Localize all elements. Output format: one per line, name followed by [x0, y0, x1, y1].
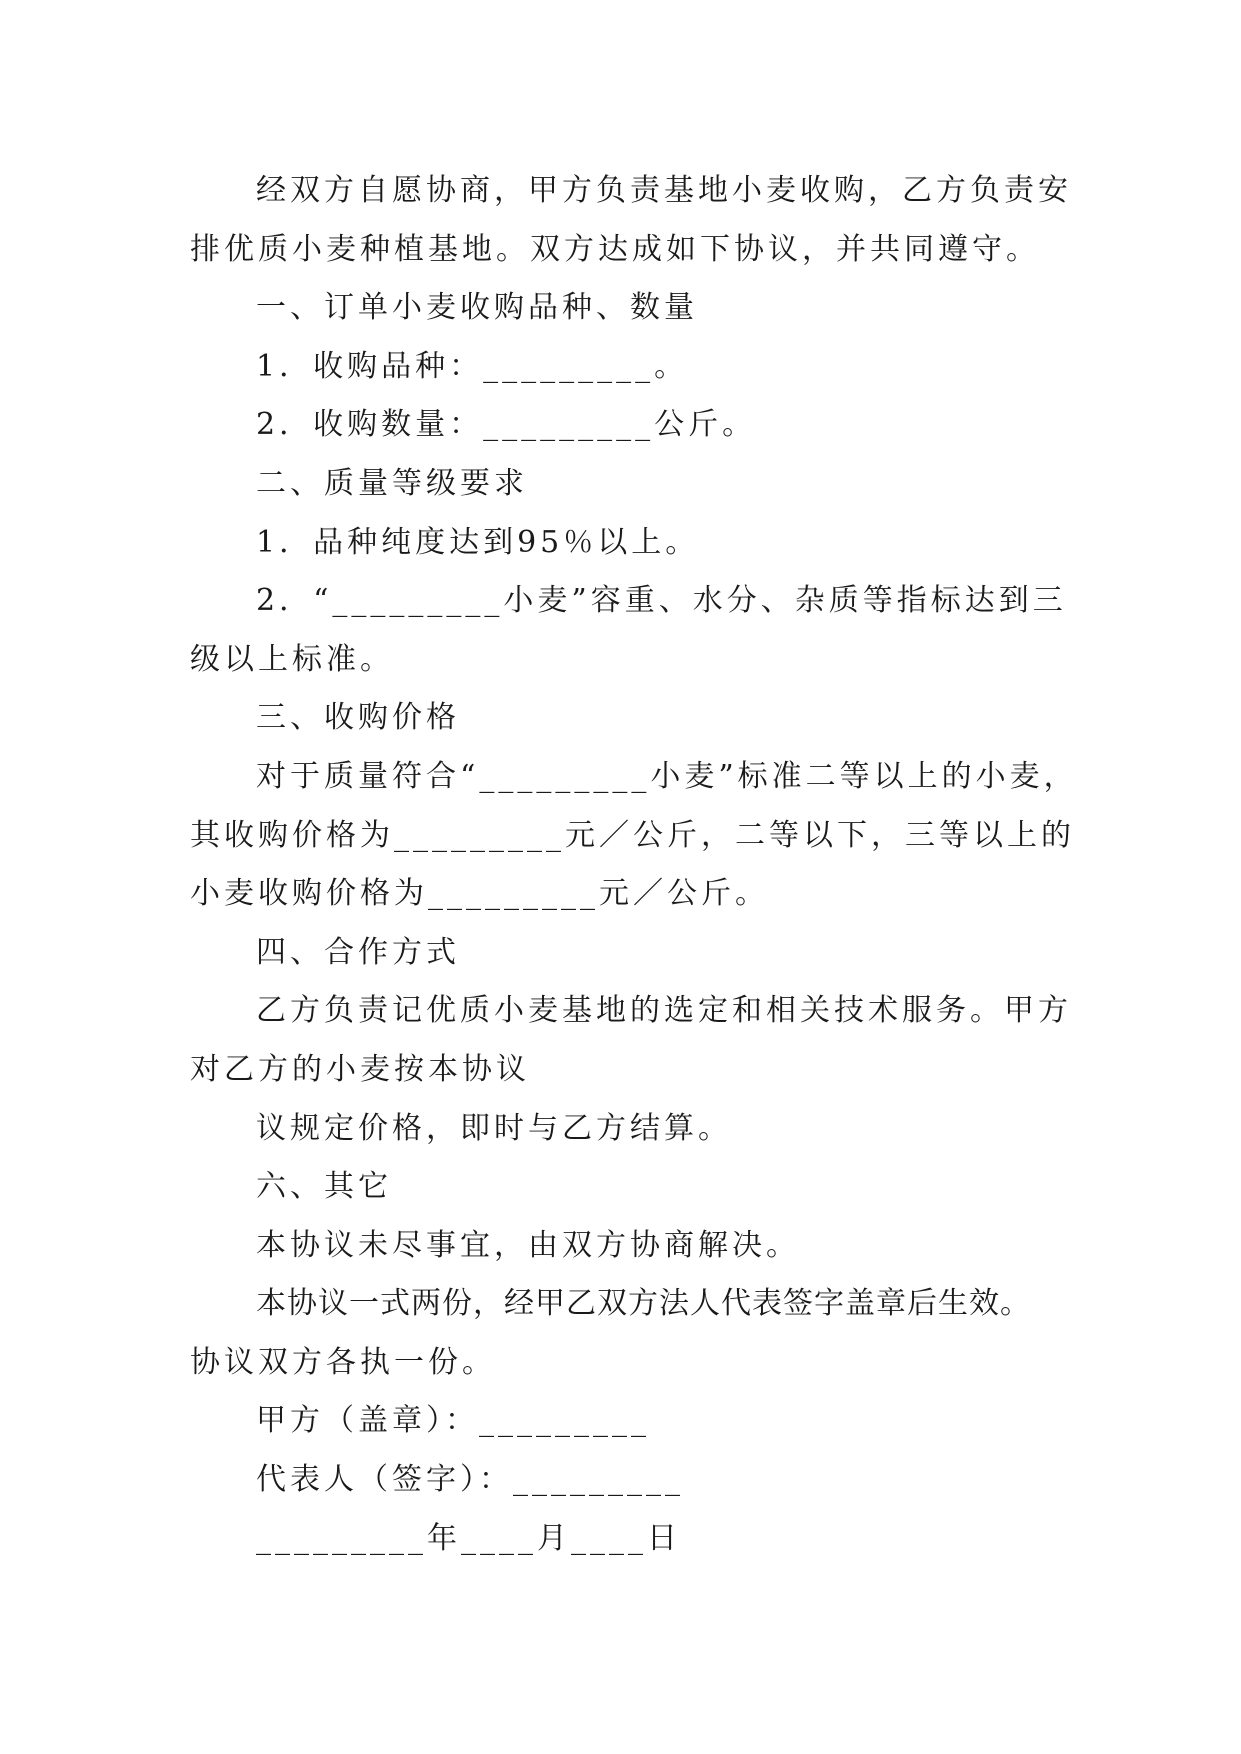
section-heading-4: 四、合作方式: [256, 934, 460, 970]
settlement-paragraph: 议规定价格，即时与乙方结算。: [256, 1110, 732, 1146]
section-heading-6: 六、其它: [256, 1169, 392, 1205]
price-paragraph-line-1: 对于质量符合“_________小麦”标准二等以上的小麦，: [256, 758, 1078, 794]
clause-variety: 1．收购品种：_________。: [256, 348, 689, 384]
clause-standard-line-1: 2．“_________小麦”容重、水分、杂质等指标达到三: [256, 583, 1067, 619]
other-matters-paragraph: 本协议未尽事宜，由双方协商解决。: [256, 1227, 800, 1263]
paragraph-intro-line-1: 经双方自愿协商，甲方负责基地小麦收购，乙方负责安: [256, 173, 1072, 208]
date-line: _________年____月____日: [256, 1520, 681, 1556]
clause-standard-line-2: 级以上标准。: [190, 641, 394, 677]
party-a-seal-line: 甲方（盖章）：_________: [256, 1403, 650, 1439]
section-heading-3: 三、收购价格: [256, 700, 460, 736]
cooperation-paragraph-line-2: 对乙方的小麦按本协议: [190, 1051, 530, 1087]
representative-signature-line: 代表人（签字）：_________: [256, 1462, 684, 1498]
section-heading-1: 一、订单小麦收购品种、数量: [256, 290, 698, 326]
document-body: [190, 162, 1078, 1568]
price-paragraph-line-3: 小麦收购价格为_________元／公斤。: [190, 876, 769, 912]
section-heading-2: 二、质量等级要求: [256, 465, 528, 501]
copies-paragraph-line-1: 本协议一式两份，经甲乙双方法人代表签字盖章后生效。: [256, 1286, 1031, 1322]
price-paragraph-line-2: 其收购价格为_________元／公斤，二等以下，三等以上的: [190, 817, 1075, 853]
clause-purity: 1．品种纯度达到95％以上。: [256, 524, 700, 560]
cooperation-paragraph-line-1: 乙方负责记优质小麦基地的选定和相关技术服务。甲方: [256, 993, 1072, 1029]
copies-paragraph-line-2: 协议双方各执一份。: [190, 1344, 496, 1380]
paragraph-intro-line-2: 排优质小麦种植基地。双方达成如下协议，并共同遵守。: [190, 231, 1040, 267]
clause-quantity: 2．收购数量：_________公斤。: [256, 407, 757, 443]
